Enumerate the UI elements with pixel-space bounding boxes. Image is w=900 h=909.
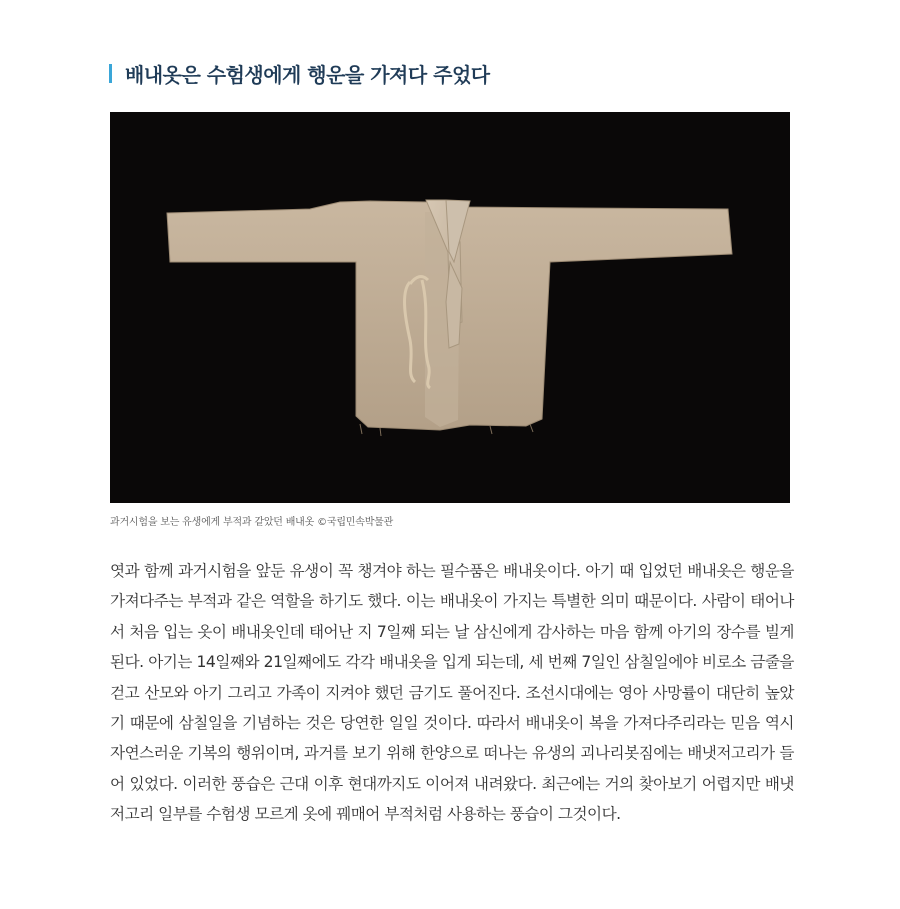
section-heading [109,59,490,88]
heading-accent-bar [109,64,112,83]
article-paragraph: 엿과 함께 과거시험을 앞둔 유생이 꼭 챙겨야 하는 필수품은 배내옷이다. 아기 때 입었던 배내옷은 행운을 가져다주는 부적과 같은 역할을 하기도 했다. 이는 배내옷이 가지는 특별한 의미 때문이다. 사람이 태어나서 처음 입는 옷이 배내옷인데 태어난 지 7일째 되는 날 삼신에게 감사하는 마음 함께 아기의 장수를 빌게 된다. 아기는 14일째와 21일째에도 각각 배내옷을 입게 되는데, 세 번째 7일인 삼칠일에야 비로소 금줄을 걷고 산모와 아기 그리고 가족이 지켜야 했던 금기도 풀어진다. 조선시대에는 영아 사망률이 대단히 높았기 때문에 삼칠일을 기념하는 것은 당연한 일일 것이다. 따라서 배내옷이 복을 가져다주리라는 믿음 역시 자연스러운 기복의 행위이며, 과거를 보기 위해 한양으로 떠나는 유생의 괴나리봇짐에는 배냇저고리가 들어 있었다. 이러한 풍습은 근대 이후 현대까지도 이어져 내려왔다. 최근에는 거의 찾아보기 어렵지만 배냇저고리 일부를 수험생 모르게 옷에 꿰매어 부적처럼 사용하는 풍습이 그것이다. [110,562,794,824]
section-title: 배내옷은 수험생에게 행운을 가져다 주었다 [125,63,490,87]
baby-garment-image [110,112,790,503]
garment-photo [110,112,790,503]
photo-caption: 과거시험을 보는 유생에게 부적과 같았던 배내옷 ©국립민속박물관 [110,517,394,528]
